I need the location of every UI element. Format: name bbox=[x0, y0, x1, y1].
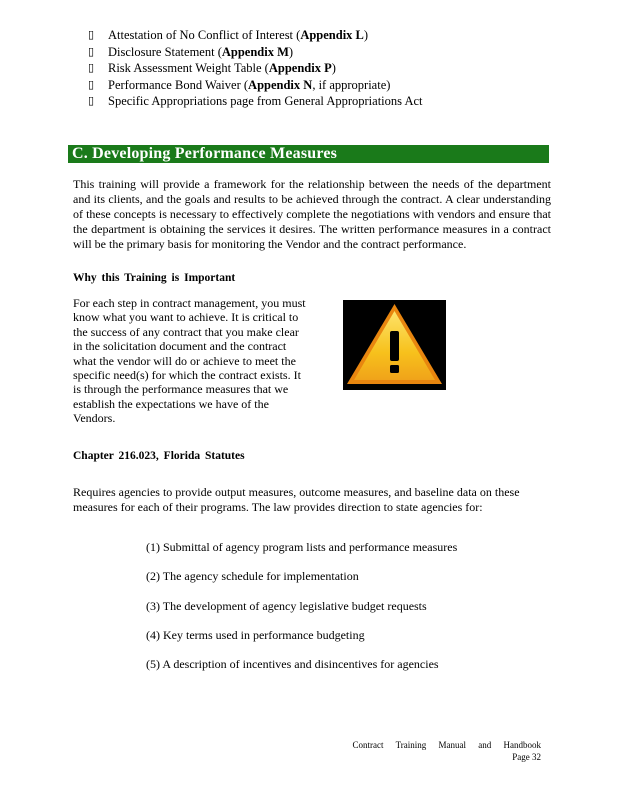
bullet-glyph: ▯ bbox=[88, 78, 95, 91]
bullet-bold: Appendix L bbox=[300, 28, 364, 42]
bullet-bold: Appendix M bbox=[221, 44, 289, 59]
list-item: (2) The agency schedule for implementation bbox=[146, 569, 359, 584]
bullet-item-appropriations bbox=[88, 93, 588, 110]
section-heading-performance-measures: C. Developing Performance Measures bbox=[68, 145, 549, 163]
list-item: (5) A description of incentives and disincentives for agencies bbox=[146, 657, 439, 672]
bullet-glyph: ▯ bbox=[88, 95, 95, 107]
bullet-bold: Appendix N bbox=[248, 77, 313, 92]
list-item: (1) Submittal of agency program lists and performance measures bbox=[146, 540, 458, 554]
bullet-text: Performance Bond Waiver ( bbox=[108, 77, 249, 92]
bullet-glyph: ▯ bbox=[88, 29, 95, 41]
bullet-bold: Appendix P bbox=[268, 61, 332, 75]
list-item: (3) The development of agency legislative budget requests bbox=[146, 598, 427, 613]
bullet-text: Risk Assessment Weight Table ( bbox=[108, 61, 269, 75]
appendix-bullet-list bbox=[88, 27, 588, 110]
why-training-paragraph: For each step in contract management, you must know what you want to achieve. It is critical to the success of any contract that you make clear in the solicitation document and the contract what the vendor will do or achieve to meet the specific need(s) for which the contract exists. It is through the performance measures that we establish the expectations we have of the Vendors. bbox=[73, 296, 306, 426]
bullet-item-appendix-l bbox=[88, 27, 588, 44]
bullet-glyph: ▯ bbox=[88, 62, 95, 74]
bullet-tail: , if appropriate) bbox=[312, 77, 391, 92]
bullet-text: Specific Appropriations page from General Appropriations Act bbox=[108, 94, 423, 108]
bullet-text: Disclosure Statement ( bbox=[108, 44, 222, 59]
footer-title: Contract Training Manual and Handbook bbox=[352, 740, 541, 750]
bullet-item-appendix-p bbox=[88, 60, 588, 77]
bullet-item-appendix-m bbox=[88, 44, 588, 61]
page-number: Page 32 bbox=[512, 752, 541, 762]
list-item: (4) Key terms used in performance budgeting bbox=[146, 627, 365, 642]
bullet-tail: ) bbox=[363, 28, 369, 42]
exclamation-bar bbox=[390, 331, 399, 361]
bullet-glyph: ▯ bbox=[88, 45, 95, 58]
bullet-text: Attestation of No Conflict of Interest ( bbox=[108, 28, 301, 42]
bullet-tail: ) bbox=[331, 61, 336, 75]
page-footer bbox=[353, 739, 541, 763]
bullet-item-appendix-n bbox=[88, 77, 588, 94]
why-training-heading: Why this Training is Important bbox=[73, 272, 236, 284]
chapter-paragraph: Requires agencies to provide output measures, outcome measures, and baseline data on these measures for each of their programs. The law provides direction to state agencies for: bbox=[73, 485, 520, 514]
chapter-heading: Chapter 216.023, Florida Statutes bbox=[73, 450, 245, 462]
warning-icon bbox=[343, 300, 446, 390]
warning-triangle-graphic bbox=[343, 300, 446, 390]
bullet-tail: ) bbox=[288, 44, 294, 59]
exclamation-dot bbox=[390, 365, 399, 373]
numbered-list bbox=[146, 540, 566, 686]
intro-paragraph: This training will provide a framework for the relationship between the needs of the department and its clients, and the goals and results to be achieved through the contract. A clear understanding of these concepts is necessary to effectively complete the negotiations with vendors and ensure that the department is obtaining the services it desires. The written performance measures in a contract will be the primary basis for monitoring the Vendor and the contract performance. bbox=[73, 177, 551, 251]
